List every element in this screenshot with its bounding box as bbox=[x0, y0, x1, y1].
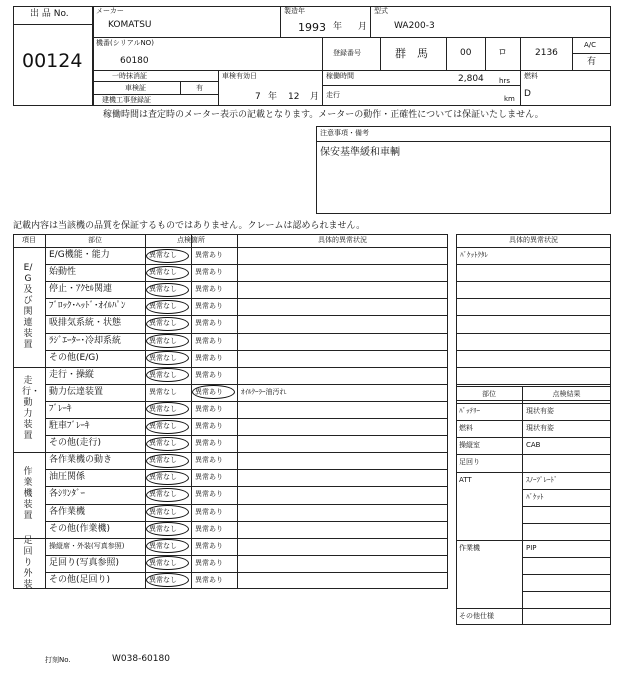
right-result-value: 現状有姿 bbox=[526, 424, 554, 433]
part-label: 吸排気系統・状態 bbox=[49, 318, 122, 329]
inspection-cert-value: 有 bbox=[196, 84, 203, 92]
selected-circle bbox=[146, 317, 189, 331]
ac-value: 有 bbox=[587, 57, 597, 67]
reg-kana: ロ bbox=[498, 48, 508, 58]
right-detail-header: 具体的異常状況 bbox=[509, 236, 558, 244]
normal-option[interactable]: 異常なし bbox=[149, 336, 177, 345]
hours-unit: hrs bbox=[499, 77, 510, 85]
hours-value: 2,804 bbox=[458, 74, 484, 84]
normal-option[interactable]: 異常なし bbox=[149, 302, 177, 311]
temp-reg-label: 一時抹消証 bbox=[112, 72, 147, 80]
maker-value: KOMATSU bbox=[108, 20, 152, 30]
selected-circle bbox=[146, 300, 189, 314]
valid-year-unit: 年 bbox=[268, 92, 278, 102]
reg-label: 登録番号 bbox=[333, 49, 361, 57]
right-result-value: ｽﾉｰﾌﾟﾚｰﾄﾞ bbox=[526, 475, 558, 484]
header-check: 点検箇所 bbox=[177, 236, 205, 244]
reg-pref: 群 馬 bbox=[395, 47, 428, 60]
reg-num: 2136 bbox=[535, 48, 558, 58]
right-result-value: ﾊﾞｹｯﾄ bbox=[526, 492, 544, 501]
normal-option[interactable]: 異常なし bbox=[149, 507, 177, 516]
inspection-valid-label: 車検有効日 bbox=[222, 72, 257, 80]
part-label: 各作業機 bbox=[49, 506, 86, 517]
section-label: 作業機装置 bbox=[23, 467, 33, 522]
abnormal-option[interactable]: 異常あり bbox=[195, 302, 223, 311]
valid-month: 12 bbox=[288, 92, 300, 102]
header-detail: 具体的異常状況 bbox=[318, 236, 367, 244]
selected-circle bbox=[146, 334, 189, 348]
part-label: 動力伝達装置 bbox=[49, 386, 104, 397]
abnormal-option[interactable]: 異常あり bbox=[195, 319, 223, 328]
km-unit: km bbox=[504, 95, 515, 103]
right-result-part: 足回り bbox=[459, 458, 480, 467]
listing-no: 00124 bbox=[22, 50, 83, 72]
km-label: 走行 bbox=[326, 91, 340, 99]
header-category: 項目 bbox=[22, 236, 36, 244]
disclaimer: 記載内容は当該機の品質を保証するものではありません。クレームは認められません。 bbox=[13, 221, 366, 231]
part-label: その他(足回り) bbox=[49, 574, 111, 585]
part-label: 足回り(写真参照) bbox=[49, 557, 120, 568]
year-label: 製造年 bbox=[284, 7, 305, 15]
hours-note: 稼働時間は査定時のメーター表示の記載となります。メーターの動作・正確性については保証いたしません。 bbox=[103, 110, 544, 120]
selected-circle bbox=[146, 420, 189, 434]
serial-label: 機番(シリアルNO) bbox=[96, 39, 154, 47]
selected-circle bbox=[146, 488, 189, 502]
reg-class: 00 bbox=[460, 48, 472, 58]
right-result-part: 作業機 bbox=[459, 543, 480, 552]
abnormal-option[interactable]: 異常あり bbox=[195, 439, 223, 448]
year-unit: 年 bbox=[333, 22, 343, 32]
inspection-cert-label: 車検証 bbox=[125, 84, 146, 92]
abnormal-option[interactable]: 異常あり bbox=[195, 268, 223, 277]
abnormal-option[interactable]: 異常あり bbox=[195, 473, 223, 482]
selected-circle bbox=[146, 471, 189, 485]
ac-label: A/C bbox=[584, 41, 597, 49]
abnormal-option[interactable]: 異常あり bbox=[195, 336, 223, 345]
normal-option[interactable]: 異常なし bbox=[149, 490, 177, 499]
abnormal-option[interactable]: 異常あり bbox=[195, 541, 223, 550]
fuel-label: 燃料 bbox=[524, 72, 538, 80]
abnormal-option[interactable]: 異常あり bbox=[195, 524, 223, 533]
right-result-part: ATT bbox=[459, 475, 472, 484]
part-label: その他(作業機) bbox=[49, 523, 111, 534]
abnormal-option[interactable]: 異常あり bbox=[195, 285, 223, 294]
serial-value: 60180 bbox=[120, 56, 149, 66]
normal-option[interactable]: 異常なし bbox=[149, 319, 177, 328]
part-label: ﾌﾞﾛｯｸ･ﾍｯﾄﾞ･ｵｲﾙﾊﾟﾝ bbox=[49, 301, 126, 312]
model-label: 型式 bbox=[374, 7, 388, 15]
right-detail-row: ﾊﾞｹｯﾄｸﾀﾚ bbox=[460, 251, 488, 259]
part-label: ﾗｼﾞｴｰﾀｰ･冷却系統 bbox=[49, 335, 122, 346]
right-result-part: 操縦室 bbox=[459, 441, 480, 450]
normal-option[interactable]: 異常なし bbox=[149, 575, 177, 584]
right-result-value: CAB bbox=[526, 441, 541, 450]
right-result-header-part: 部位 bbox=[482, 390, 496, 398]
normal-option[interactable]: 異常なし bbox=[149, 387, 177, 396]
model-value: WA200-3 bbox=[394, 21, 435, 31]
part-label: 操縦席・外装(写真参照) bbox=[49, 541, 125, 550]
selected-circle bbox=[146, 266, 189, 280]
hours-label: 稼働時間 bbox=[326, 72, 354, 80]
right-result-part: その他仕様 bbox=[459, 612, 494, 621]
part-label: 油圧関係 bbox=[49, 472, 86, 483]
valid-month-unit: 月 bbox=[310, 92, 320, 102]
notes-box bbox=[316, 126, 611, 214]
abnormal-option[interactable]: 異常あり bbox=[195, 404, 223, 413]
normal-option[interactable]: 異常なし bbox=[149, 473, 177, 482]
right-result-value: 現状有姿 bbox=[526, 407, 554, 416]
right-result-part: ﾊﾞｯﾃﾘｰ bbox=[459, 407, 480, 416]
listing-no-label: 出 品 No. bbox=[30, 9, 69, 19]
part-label: 始動性 bbox=[49, 267, 77, 278]
abnormal-option[interactable]: 異常あり bbox=[195, 575, 223, 584]
part-label: 各ｼﾘﾝﾀﾞｰ bbox=[49, 489, 86, 500]
abnormal-option[interactable]: 異常あり bbox=[195, 490, 223, 499]
normal-option[interactable]: 異常なし bbox=[149, 404, 177, 413]
abnormal-option[interactable]: 異常あり bbox=[195, 507, 223, 516]
normal-option[interactable]: 異常なし bbox=[149, 456, 177, 465]
normal-option[interactable]: 異常なし bbox=[149, 558, 177, 567]
abnormal-option[interactable]: 異常あり bbox=[195, 370, 223, 379]
stamp-label: 打刻No. bbox=[45, 656, 71, 664]
normal-option[interactable]: 異常なし bbox=[149, 251, 177, 259]
normal-option[interactable]: 異常なし bbox=[149, 422, 177, 430]
part-label: 駐車ﾌﾞﾚｰｷ bbox=[49, 421, 90, 431]
normal-option[interactable]: 異常なし bbox=[149, 370, 177, 379]
normal-option[interactable]: 異常なし bbox=[149, 541, 177, 550]
abnormal-option[interactable]: 異常あり bbox=[195, 558, 223, 567]
part-label: 停止・ｱｸｾﾙ関連 bbox=[49, 284, 113, 295]
stamp-value: W038-60180 bbox=[112, 654, 170, 664]
header-part: 部位 bbox=[88, 236, 102, 244]
worker-label: 建機工事登録証 bbox=[102, 96, 151, 104]
maker-label: メーカー bbox=[96, 7, 124, 15]
selected-circle bbox=[146, 437, 189, 451]
part-label: E/G機能・能力 bbox=[49, 250, 110, 260]
part-label: ﾌﾞﾚｰｷ bbox=[49, 403, 72, 414]
section-label: E/G及び関連装置 bbox=[23, 262, 33, 350]
fuel-value: D bbox=[524, 89, 531, 99]
notes-label: 注意事項・備考 bbox=[320, 129, 369, 137]
normal-option[interactable]: 異常なし bbox=[149, 285, 177, 294]
selected-circle bbox=[146, 505, 189, 519]
right-result-part: 燃料 bbox=[459, 424, 473, 433]
abnormal-option[interactable]: 異常あり bbox=[195, 387, 223, 396]
right-result-header-result: 点検結果 bbox=[552, 390, 581, 398]
part-label: その他(走行) bbox=[49, 438, 102, 449]
selected-circle bbox=[146, 283, 189, 297]
normal-option[interactable]: 異常なし bbox=[149, 524, 177, 533]
normal-option[interactable]: 異常なし bbox=[149, 353, 177, 362]
normal-option[interactable]: 異常なし bbox=[149, 268, 177, 277]
right-result-value: PIP bbox=[526, 543, 537, 552]
part-label: 各作業機の動き bbox=[49, 455, 113, 466]
abnormal-option[interactable]: 異常あり bbox=[195, 456, 223, 465]
notes-text: 保安基準緩和車輌 bbox=[320, 147, 400, 158]
section-label: 走行・動力装置 bbox=[22, 376, 41, 442]
section-label: 足回り外装 bbox=[23, 535, 33, 590]
detail-note: ｵｲﾙｸｰﾗｰ油汚れ bbox=[241, 387, 287, 396]
valid-year: 7 bbox=[255, 92, 261, 102]
selected-circle bbox=[146, 249, 189, 263]
part-label: その他(E/G) bbox=[49, 352, 99, 363]
selected-circle bbox=[146, 454, 189, 468]
year-value: 1993 bbox=[298, 21, 326, 34]
part-label: 走行・操縦 bbox=[49, 369, 95, 380]
abnormal-option[interactable]: 異常あり bbox=[195, 251, 223, 259]
abnormal-option[interactable]: 異常あり bbox=[195, 422, 223, 430]
normal-option[interactable]: 異常なし bbox=[149, 439, 177, 448]
abnormal-option[interactable]: 異常あり bbox=[195, 353, 223, 362]
month-unit: 月 bbox=[358, 22, 368, 32]
